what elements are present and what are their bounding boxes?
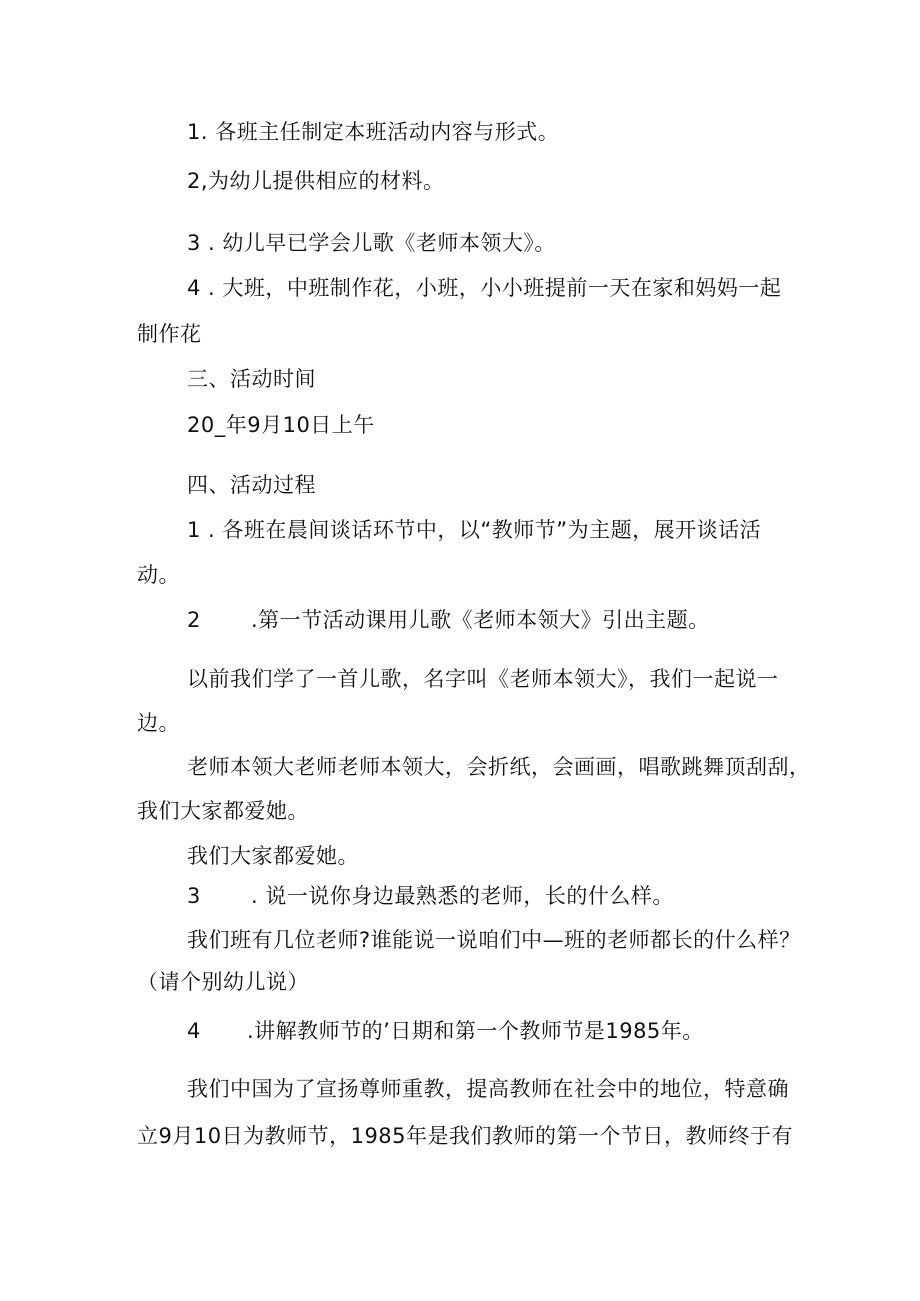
- process-step-4: [187, 1017, 704, 1045]
- question-line: 我们班有几位老师?谁能说一说咱们中—班的老师都长的什么样？: [187, 928, 801, 952]
- step-text: .第一节活动课用儿歌《老师本领大》引出主题。: [251, 608, 710, 632]
- paragraph-prep-4-continued: 制作花: [137, 322, 202, 346]
- paragraph-prep-1: 1. 各班主任制定本班活动内容与形式。: [187, 120, 560, 144]
- song-lyrics: 老师本领大老师老师本领大，会折纸，会画画，唱歌跳舞顶刮刮，: [187, 755, 811, 779]
- dialogue-line-1: 以前我们学了一首儿歌，名字叫《老师本领大》，我们一起说一: [187, 667, 779, 691]
- explanation-line-continued: 立9月10日为教师节，1985年是我们教师的第一个节日，教师终于有: [137, 1124, 794, 1148]
- paragraph-prep-3: 3 . 幼儿早已学会儿歌《老师本领大》。: [187, 231, 556, 255]
- process-step-1-continued: 动。: [137, 563, 180, 587]
- song-lyrics-repeat: 我们大家都爱她。: [187, 844, 359, 868]
- paragraph-prep-2: 2,为幼儿提供相应的材料。: [187, 169, 445, 193]
- step-text: .讲解教师节的’日期和第一个教师节是1985年。: [247, 1019, 704, 1043]
- paragraph-prep-4: 4 . 大班，中班制作花，小班，小小班提前一天在家和妈妈一起: [187, 276, 782, 300]
- dialogue-line-1-continued: 边。: [137, 711, 180, 735]
- song-lyrics-continued: 我们大家都爱她。: [137, 799, 309, 823]
- question-note: （请个别幼儿说）: [137, 970, 309, 994]
- step-number: 2: [187, 608, 201, 632]
- section-heading-time: 三、活动时间: [187, 367, 316, 391]
- step-number: 4: [187, 1019, 201, 1043]
- process-step-2: [187, 606, 710, 634]
- explanation-line: 我们中国为了宣扬尊师重教，提高教师在社会中的地位，特意确: [187, 1077, 789, 1101]
- activity-date: 20_年9月10日上午: [187, 413, 375, 437]
- process-step-1: 1 . 各班在晨间谈话环节中，以“教师节”为主题，展开谈话活: [187, 518, 762, 542]
- step-text: . 说一说你身边最熟悉的老师，长的什么样。: [251, 884, 674, 908]
- process-step-3: [187, 882, 674, 910]
- section-heading-process: 四、活动过程: [187, 473, 316, 497]
- step-number: 3: [187, 884, 201, 908]
